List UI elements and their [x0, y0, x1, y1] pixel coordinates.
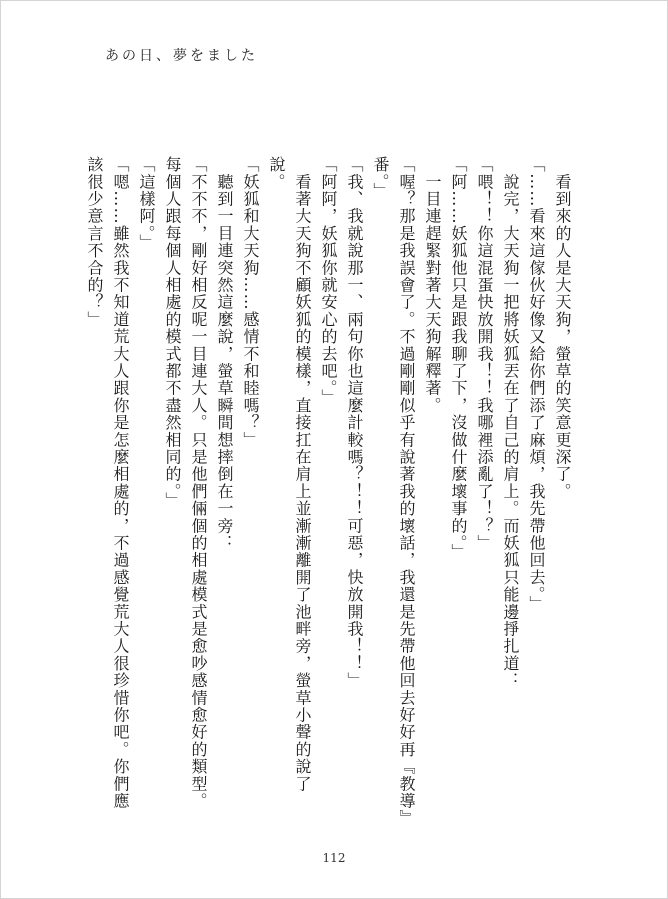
- text-line: 一目連趕緊對著大天狗解釋著。: [423, 156, 442, 414]
- text-line: 「這樣阿。」: [137, 156, 156, 252]
- text-line: 說完，大天狗一把將妖狐丟在了自己的肩上。而妖狐只能邊掙扎道：: [501, 156, 520, 690]
- text-line: 「阿……妖狐他只是跟我聊了下，沒做什麼壞事的。」: [449, 156, 468, 561]
- text-line: 「不不不，剛好相反呢一目連大人。只是他們倆個的相處模式是愈吵感情愈好的類型。每個人跟每個人相處的模式都不盡然相同的。」: [163, 156, 208, 810]
- text-line: 看到來的人是大天狗，螢草的笑意更深了。: [553, 156, 572, 500]
- text-line: 「喂！！你這混蛋快放開我！！我哪裡添亂了！？」: [475, 156, 494, 552]
- text-line: 「阿阿，妖狐你就安心的去吧。」: [319, 156, 338, 406]
- vertical-text-body: [81, 156, 575, 821]
- text-line: 「我、我就說那一、兩句你也這麼計較嗎？！！可惡，快放開我！！」: [345, 156, 364, 690]
- page-number: 112: [322, 851, 346, 865]
- text-line: 「妖狐和大天狗……感情不和睦嗎？」: [241, 156, 260, 449]
- text-line: 「喔？那是我誤會了。不過剛剛似乎有說著我的壞話，我還是先帶他回去好好再『教導』番。」: [371, 156, 416, 819]
- text-line: 看著大天狗不顧妖狐的模樣，直接扛在肩上並漸漸離開了池畔旁，螢草小聲的說了說。: [267, 156, 312, 793]
- running-header-title: あの日、夢をました: [105, 48, 258, 64]
- text-line: 「嗯……雖然我不知道荒大人跟你是怎麼相處的，不過感覺荒大人很珍惜你吧。你們應該很少意言不合的？」: [85, 156, 130, 810]
- text-line: 聽到一目連突然這麼說，螢草瞬間想摔倒在一旁：: [215, 156, 234, 552]
- text-line: 「……看來這傢伙好像又給你們添了麻煩，我先帶他回去。」: [527, 156, 546, 613]
